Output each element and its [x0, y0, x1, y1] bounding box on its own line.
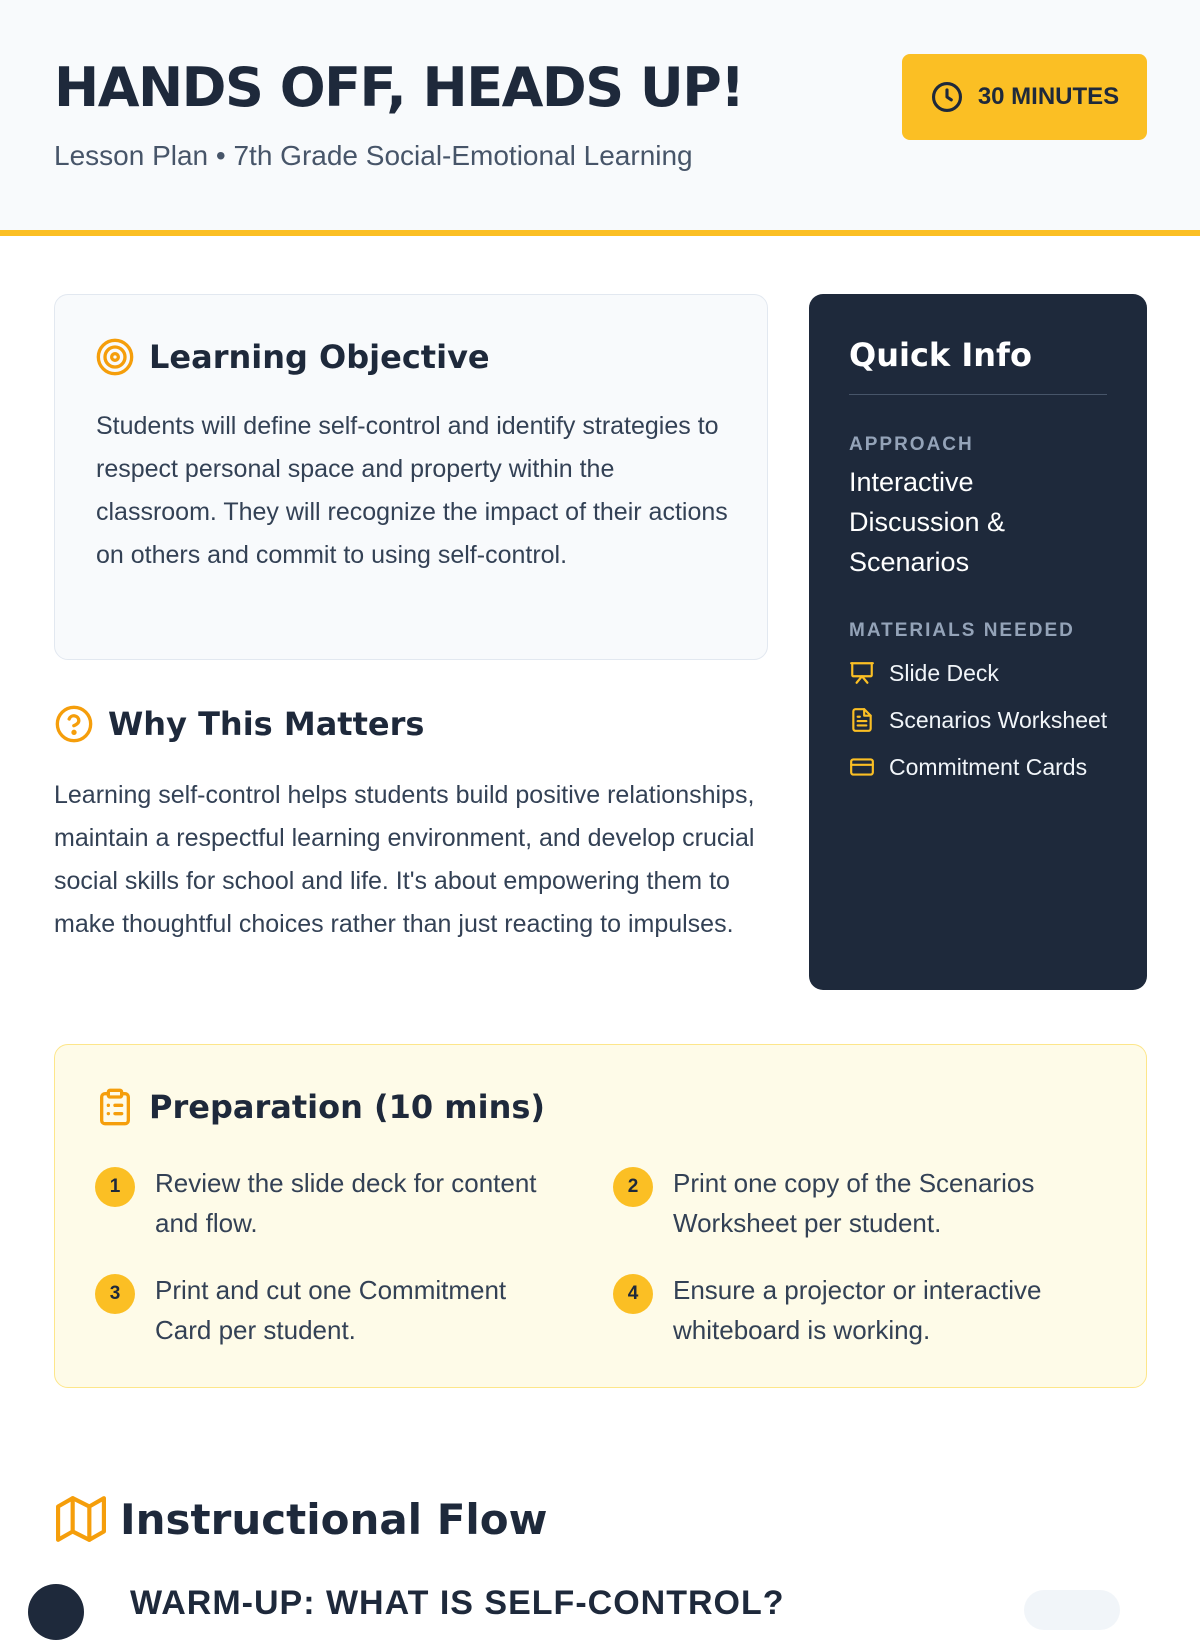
- step-text: Ensure a projector or interactive whiteboard is working.: [673, 1275, 1042, 1345]
- clipboard-list-icon: [95, 1087, 135, 1127]
- clock-icon: [930, 80, 964, 114]
- step-text: Print one copy of the Scenarios Worksheet per student.: [673, 1168, 1035, 1238]
- material-label: Commitment Cards: [889, 754, 1088, 780]
- page-title: HANDS OFF, HEADS UP!: [54, 56, 744, 119]
- step-text: Review the slide deck for content and flow.: [155, 1168, 537, 1238]
- target-icon: [95, 337, 135, 377]
- learning-objective-text: Students will define self-control and identify strategies to respect personal space and property within the classroom. They will recognize the impact of their actions on others and commit to using self-control.: [96, 412, 728, 569]
- prep-step: [613, 1270, 1073, 1350]
- page-subtitle: Lesson Plan • 7th Grade Social-Emotional Learning: [54, 140, 693, 171]
- materials-label: MATERIALS NEEDED: [849, 620, 1075, 641]
- prep-step: [95, 1270, 555, 1350]
- instructional-flow-heading: [56, 1494, 547, 1544]
- approach-value: Interactive Discussion & Scenarios: [849, 467, 1006, 577]
- material-item: [849, 656, 1119, 690]
- map-icon: [56, 1494, 106, 1544]
- instructional-flow-title: Instructional Flow: [120, 1494, 548, 1544]
- preparation-title: Preparation (10 mins): [149, 1088, 546, 1126]
- preparation-card: [54, 1044, 1147, 1388]
- material-item: [849, 750, 1119, 784]
- preparation-heading: [95, 1087, 545, 1127]
- material-label: Slide Deck: [889, 660, 999, 686]
- step-number: 3: [95, 1274, 135, 1314]
- duration-badge: [902, 54, 1147, 140]
- why-this-matters-heading: [54, 704, 424, 744]
- presentation-icon: [849, 660, 875, 686]
- quick-info-title: Quick Info: [849, 336, 1107, 395]
- learning-objective-heading: [95, 337, 490, 377]
- duration-label: 30 MINUTES: [977, 83, 1120, 110]
- step-number: 1: [95, 1167, 135, 1207]
- step-number: 4: [613, 1274, 653, 1314]
- material-item: [849, 703, 1119, 737]
- approach-label: APPROACH: [849, 434, 974, 455]
- why-this-matters-text: Learning self-control helps students build positive relationships, maintain a respectful learning environment, and develop crucial social skills for school and life. It's about empowering them to make thoughtful choices rather than just reacting to impulses.: [54, 781, 755, 938]
- flow-step-time-pill: [1024, 1590, 1120, 1630]
- learning-objective-card: [54, 294, 768, 660]
- prep-step: [613, 1163, 1073, 1243]
- step-text: Print and cut one Commitment Card per student.: [155, 1275, 507, 1345]
- quick-info-panel: [809, 294, 1147, 990]
- flow-step-marker: [28, 1584, 84, 1640]
- document-icon: [849, 707, 875, 733]
- page-header: [0, 0, 1200, 236]
- learning-objective-title: Learning Objective: [149, 338, 490, 376]
- materials-list: [849, 656, 1119, 797]
- flow-step-title: WARM-UP: WHAT IS SELF-CONTROL?: [130, 1584, 785, 1622]
- material-label: Scenarios Worksheet: [889, 707, 1108, 733]
- question-circle-icon: [54, 704, 94, 744]
- step-number: 2: [613, 1167, 653, 1207]
- card-icon: [849, 754, 875, 780]
- prep-step: [95, 1163, 555, 1243]
- why-this-matters-title: Why This Matters: [108, 705, 425, 743]
